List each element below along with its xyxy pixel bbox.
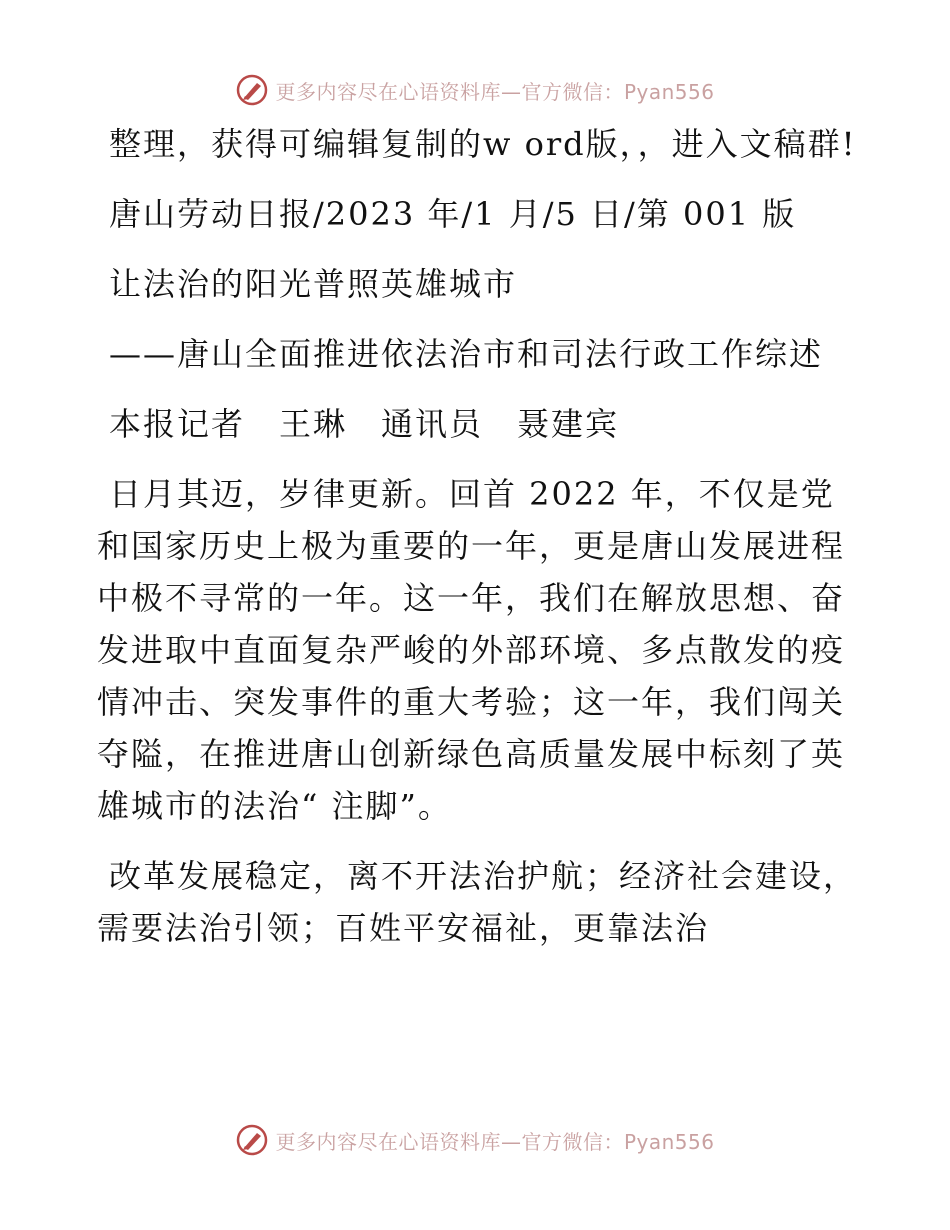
watermark-text: 更多内容尽在心语资料库—官方微信：Pyan556 <box>275 79 715 104</box>
article-subtitle <box>97 328 857 380</box>
body-paragraph-text: 改革发展稳定，离不开法治护航；经济社会建设，需要法治引领；百姓平安福祉，更靠法治 <box>97 857 858 947</box>
body-paragraph-text: 日月其迈，岁律更新。回首 2022 年，不仅是党和国家历史上极为重要的一年，更是唐山发展进程中极不寻常的一年。这一年，我们在解放思想、奋发进取中直面复杂严峻的外部环境、多点散发的疫情冲击、突发事件的重大考验；这一年，我们闯关夺隘，在推进唐山创新绿色高质量发展中标刻了英雄城市的法治“ 注脚”。 <box>97 475 846 825</box>
source-line-text: 唐山劳动日报/2023 年/1 月/5 日/第 001 版 <box>109 195 797 233</box>
article-title <box>97 258 857 310</box>
intro-note-text: 整理，获得可编辑复制的w ord版，，进入文稿群! <box>109 125 857 163</box>
header-watermark <box>0 70 950 110</box>
byline <box>97 398 857 450</box>
byline-text: 本报记者 王琳 通讯员 聂建宾 <box>109 405 620 443</box>
pen-nib-logo-icon <box>235 73 269 107</box>
body-paragraph <box>97 850 857 954</box>
article-title-text: 让法治的阳光普照英雄城市 <box>109 265 518 303</box>
watermark-text: 更多内容尽在心语资料库—官方微信：Pyan556 <box>275 1129 715 1154</box>
intro-note <box>97 118 857 170</box>
document-body <box>97 118 857 954</box>
footer-watermark <box>0 1120 950 1160</box>
source-line <box>97 188 857 240</box>
pen-nib-logo-icon <box>235 1123 269 1157</box>
body-paragraph <box>97 468 857 832</box>
article-subtitle-text: ——唐山全面推进依法治市和司法行政工作综述 <box>109 335 824 373</box>
